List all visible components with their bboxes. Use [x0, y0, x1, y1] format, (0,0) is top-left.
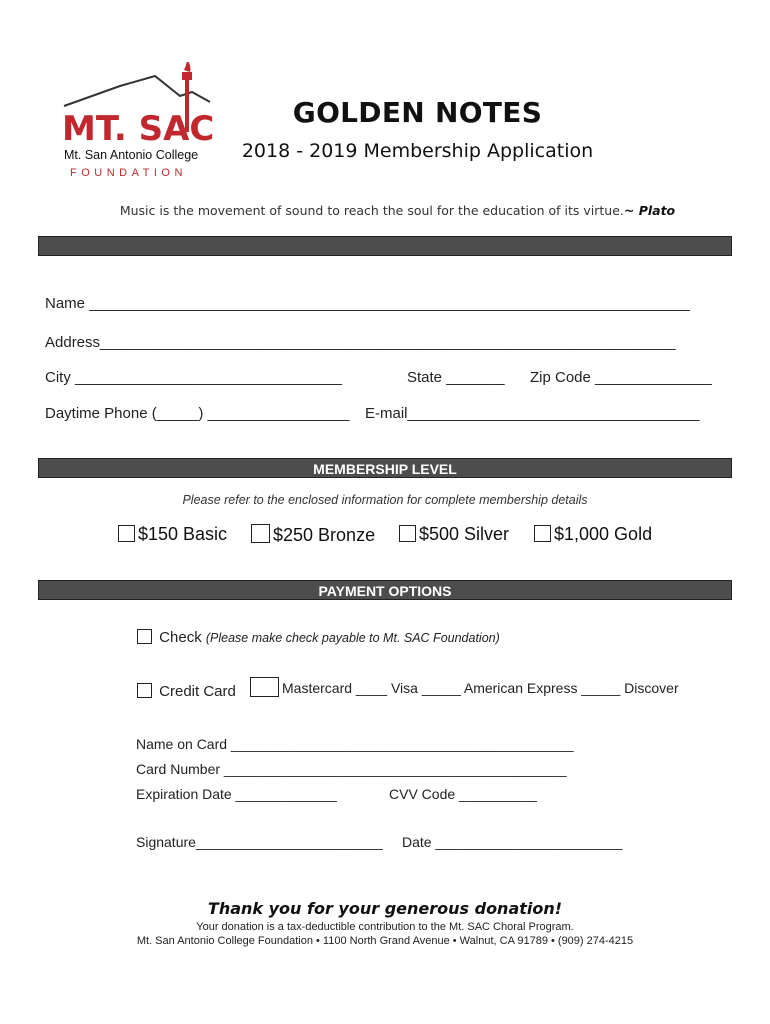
checkbox-gold[interactable]	[534, 525, 551, 542]
checkbox-credit-card[interactable]	[137, 683, 152, 698]
check-option[interactable]	[137, 629, 500, 646]
city-field[interactable]: City ________________________________	[45, 369, 342, 386]
card-number-field[interactable]: Card Number ____________________________________________	[136, 761, 567, 777]
svg-text:Mt. San Antonio College: Mt. San Antonio College	[64, 148, 199, 162]
checkbox-check[interactable]	[137, 629, 152, 644]
quote-text: Music is the movement of sound to reach the soul for the education of its virtue.	[119, 203, 624, 218]
name-on-card-field[interactable]: Name on Card ____________________________________________	[136, 736, 574, 752]
expiration-date-field[interactable]: Expiration Date _____________	[136, 786, 337, 802]
check-label: Check	[159, 629, 202, 646]
footer-line-1: Your donation is a tax-deductible contribution to the Mt. SAC Choral Program.	[196, 921, 574, 933]
checkbox-silver[interactable]	[399, 525, 416, 542]
zip-field[interactable]: Zip Code ______________	[530, 369, 712, 386]
checkbox-card-type[interactable]	[250, 677, 279, 697]
level-basic-label: $150 Basic	[138, 524, 228, 544]
level-gold-label: $1,000 Gold	[554, 524, 653, 544]
svg-text:MT. SAC: MT. SAC	[62, 109, 215, 149]
payment-options-header: PAYMENT OPTIONS	[38, 580, 732, 600]
thank-you-message: Thank you for your generous donation!	[207, 899, 563, 918]
signature-field[interactable]: Signature________________________	[136, 834, 383, 850]
state-field[interactable]: State _______	[407, 369, 505, 386]
level-gold-option[interactable]	[534, 524, 652, 545]
level-silver-option[interactable]	[399, 524, 509, 545]
level-bronze-option[interactable]	[251, 524, 375, 546]
name-field[interactable]: Name ________________________________________________________________________	[45, 295, 690, 312]
phone-field[interactable]: Daytime Phone (_____) _________________	[45, 405, 350, 422]
level-silver-label: $500 Silver	[419, 524, 510, 544]
checkbox-bronze[interactable]	[251, 524, 270, 543]
credit-card-label: Credit Card	[159, 683, 236, 700]
card-type-row[interactable]	[250, 677, 679, 697]
level-basic-option[interactable]	[118, 524, 227, 545]
date-field[interactable]: Date ________________________	[402, 834, 623, 850]
quote	[0, 203, 770, 218]
cvv-field[interactable]: CVV Code __________	[389, 786, 537, 802]
check-note: (Please make check payable to Mt. SAC Foundation)	[205, 631, 500, 645]
address-field[interactable]: Address_____________________________________________________________________	[45, 334, 676, 351]
membership-level-header: MEMBERSHIP LEVEL	[38, 458, 732, 478]
checkbox-basic[interactable]	[118, 525, 135, 542]
membership-note: Please refer to the enclosed information for complete membership details	[182, 493, 588, 507]
card-types: Mastercard ____ Visa _____ American Express _____ Discover	[282, 680, 679, 696]
svg-text:FOUNDATION: FOUNDATION	[70, 167, 187, 179]
credit-card-option[interactable]	[137, 683, 236, 700]
document-subtitle: 2018 - 2019 Membership Application	[241, 140, 594, 162]
level-bronze-label: $250 Bronze	[273, 525, 376, 545]
email-field[interactable]: E-mail___________________________________	[365, 405, 700, 422]
top-divider-bar	[38, 236, 732, 256]
quote-author: ~ Plato	[623, 203, 676, 218]
footer-line-2: Mt. San Antonio College Foundation • 1100 North Grand Avenue • Walnut, CA 91789 • (909) 274-4215	[136, 935, 634, 947]
document-title: GOLDEN NOTES	[292, 96, 543, 129]
